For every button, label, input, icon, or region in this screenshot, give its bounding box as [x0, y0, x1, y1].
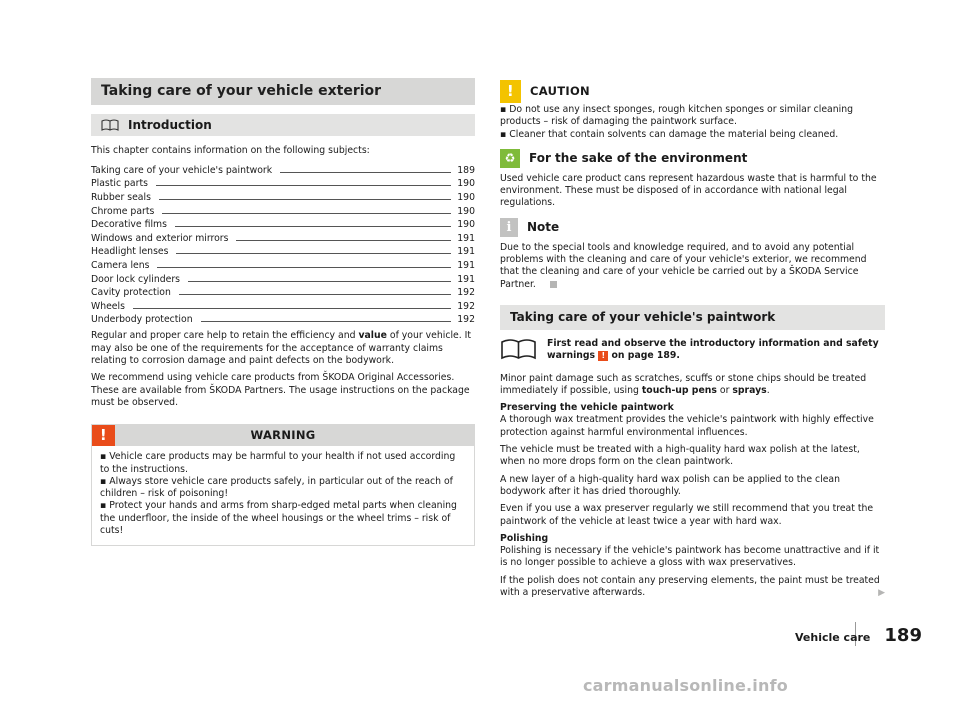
- toc-entry-title: Rubber seals: [91, 192, 151, 204]
- toc-entry-title: Decorative films: [91, 219, 167, 231]
- toc-entry-title: Windows and exterior mirrors: [91, 232, 229, 244]
- toc-leader: [280, 172, 451, 173]
- chapter-title: Taking care of your vehicle exterior: [91, 78, 475, 105]
- open-book-icon: [500, 338, 537, 360]
- info-icon: i: [500, 218, 518, 237]
- right-column: [500, 78, 885, 599]
- polishing-paragraph: If the polish does not contain any preserving elements, the paint must be treated with a preservative afterwards. ▶: [500, 574, 885, 599]
- toc-entry-page: 191: [457, 246, 475, 258]
- toc-entry-title: Taking care of your vehicle's paintwork: [91, 164, 273, 176]
- toc-entry-page: 192: [457, 314, 475, 326]
- caution-icon: !: [500, 80, 521, 103]
- toc-leader: [176, 253, 451, 254]
- toc-entry-page: 190: [457, 178, 475, 190]
- toc-entry-page: 192: [457, 287, 475, 299]
- caution-heading: [500, 78, 885, 104]
- toc-entry-page: 191: [457, 260, 475, 272]
- warning-icon: !: [92, 425, 115, 446]
- end-of-section-icon: [550, 281, 557, 288]
- toc-entry-page: 190: [457, 219, 475, 231]
- toc-entry[interactable]: [91, 217, 475, 231]
- toc-entry-title: Headlight lenses: [91, 246, 169, 258]
- preserving-heading: Preserving the vehicle paintwork: [500, 402, 674, 414]
- environment-heading: [500, 149, 885, 168]
- toc-leader: [159, 199, 451, 200]
- watermark: carmanualsonline.info: [583, 676, 788, 695]
- intro-paragraph-2: We recommend using vehicle care products from ŠKODA Original Accessories. These are available from ŠKODA Partners. The usage instructions on the package must be observed.: [91, 372, 470, 408]
- toc-entry-title: Door lock cylinders: [91, 273, 180, 285]
- toc-leader: [162, 213, 451, 214]
- paintwork-heading: Taking care of your vehicle's paintwork: [500, 305, 885, 330]
- toc-entry[interactable]: [91, 203, 475, 217]
- toc-entry[interactable]: [91, 244, 475, 258]
- toc-entry[interactable]: [91, 298, 475, 312]
- caution-item: ▪ Do not use any insect sponges, rough kitchen sponges or similar cleaning products – risk of damaging the paintwork surface.: [500, 104, 854, 128]
- note-title: Note: [527, 220, 560, 235]
- intro-paragraph-1: Regular and proper care help to retain the efficiency and value of your vehicle. It may also be one of the requirements for the acceptance of warranty claims relating to corrosion damage and paint defects on the bodywork.: [91, 330, 472, 367]
- note-text: Due to the special tools and knowledge required, and to avoid any potential problems with the cleaning and care of your vehicle's exterior, we recommend that the cleaning and care of your vehicle be carried out by a ŠKODA Service Partner.: [500, 241, 867, 290]
- toc-leader: [157, 267, 451, 268]
- toc-entry-page: 189: [457, 164, 475, 176]
- toc-entry[interactable]: [91, 312, 475, 326]
- toc-leader: [179, 294, 451, 295]
- page-number: 189: [884, 625, 922, 646]
- caution-item: ▪ Cleaner that contain solvents can damage the material being cleaned.: [500, 128, 839, 140]
- toc-entry[interactable]: [91, 162, 475, 176]
- intro-lead: This chapter contains information on the following subjects:: [91, 145, 370, 156]
- book-icon: [101, 119, 119, 131]
- toc-entry[interactable]: [91, 230, 475, 244]
- intro-heading: Introduction: [128, 118, 212, 132]
- intro-heading-bar: [91, 114, 475, 136]
- toc-entry[interactable]: [91, 285, 475, 299]
- toc-leader: [188, 281, 451, 282]
- toc-entry[interactable]: [91, 271, 475, 285]
- toc-entry-title: Camera lens: [91, 260, 150, 272]
- preserving-paragraph: A new layer of a high-quality hard wax polish can be applied to the clean bodywork after it has dried thoroughly.: [500, 473, 841, 497]
- toc-entry-page: 191: [457, 232, 475, 244]
- warning-item: ▪ Vehicle care products may be harmful to your health if not used according to the instructions.: [100, 451, 456, 475]
- toc-entry-title: Plastic parts: [91, 178, 148, 190]
- toc-entry[interactable]: [91, 257, 475, 271]
- polishing-paragraph: Polishing is necessary if the vehicle's paintwork has become unattractive and if it is no longer possible to achieve a gloss with wax preservatives.: [500, 545, 880, 569]
- toc-leader: [133, 308, 451, 309]
- page-footer: [795, 625, 922, 646]
- polishing-heading: Polishing: [500, 532, 549, 544]
- note-heading: [500, 218, 885, 237]
- toc-leader: [236, 240, 451, 241]
- warning-title: WARNING: [250, 428, 316, 443]
- toc-leader: [156, 185, 451, 186]
- toc-entry-title: Wheels: [91, 300, 125, 312]
- warning-box: [91, 424, 475, 546]
- toc-entry-page: 190: [457, 205, 475, 217]
- read-first-notice: First read and observe the introductory information and safety warnings ! on page 189.: [500, 338, 885, 363]
- warning-item: ▪ Always store vehicle care products safely, in particular out of the reach of children – risk of poisoning!: [100, 475, 453, 500]
- caution-title: CAUTION: [530, 84, 590, 98]
- left-column: [91, 78, 475, 546]
- toc-entry[interactable]: [91, 189, 475, 203]
- table-of-contents: [91, 162, 475, 325]
- toc-entry-page: 191: [457, 273, 475, 285]
- continued-arrow-icon: ▶: [878, 588, 885, 599]
- toc-entry-page: 192: [457, 300, 475, 312]
- preserving-paragraph: A thorough wax treatment provides the vehicle's paintwork with highly effective protection against harmful environmental influences.: [500, 414, 874, 438]
- toc-entry-title: Chrome parts: [91, 205, 155, 217]
- toc-entry-title: Underbody protection: [91, 314, 193, 326]
- paintwork-paragraph: Minor paint damage such as scratches, scuffs or stone chips should be treated immediately if possible, using touch-up pens or sprays.: [500, 372, 867, 396]
- toc-leader: [175, 226, 451, 227]
- preserving-paragraph: The vehicle must be treated with a high-quality hard wax polish at the latest, when no more drops form on the clean paintwork.: [500, 444, 860, 468]
- toc-entry[interactable]: [91, 176, 475, 190]
- warning-item: ▪ Protect your hands and arms from sharp-edged metal parts when cleaning the underfloor, the inside of the wheel housings or the wheel trims – risk of cuts!: [100, 500, 457, 536]
- recycle-icon: ♻: [500, 149, 520, 168]
- toc-entry-page: 190: [457, 192, 475, 204]
- toc-leader: [201, 321, 452, 322]
- toc-entry-title: Cavity protection: [91, 287, 171, 299]
- warning-icon: !: [598, 351, 608, 361]
- footer-section-label: Vehicle care: [795, 631, 871, 644]
- environment-text: Used vehicle care product cans represent hazardous waste that is harmful to the environment. These must be disposed of in accordance with national legal regulations.: [500, 172, 877, 209]
- environment-title: For the sake of the environment: [529, 151, 748, 166]
- preserving-paragraph: Even if you use a wax preserver regularly we still recommend that you treat the paintwork of the vehicle at least twice a year with hard wax.: [500, 503, 874, 527]
